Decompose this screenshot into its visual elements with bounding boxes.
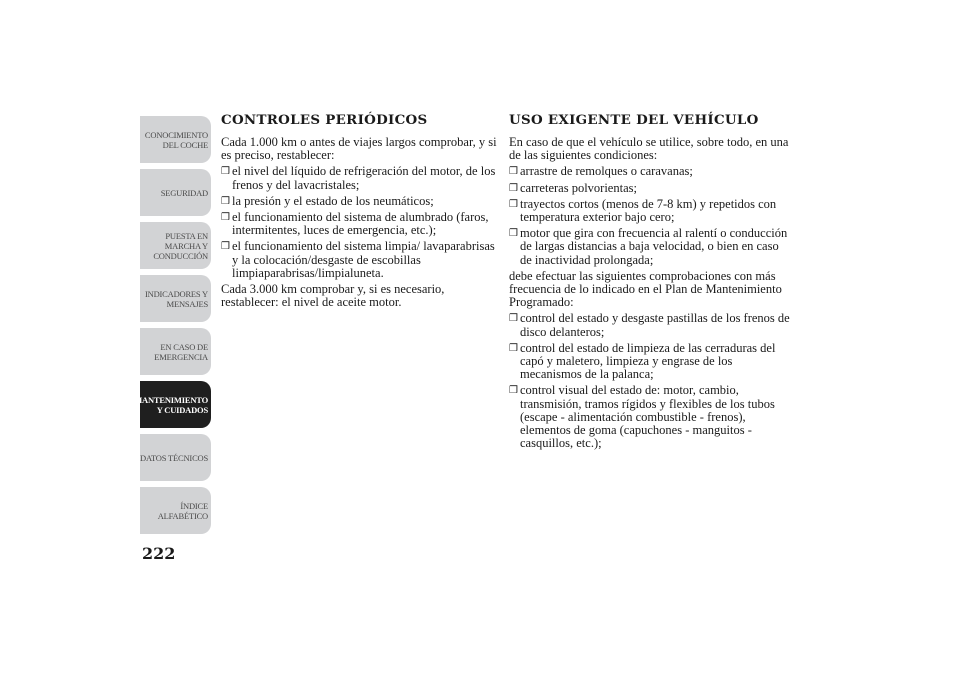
tab-label: ÍNDICE ALFABÉTICO (157, 500, 208, 521)
checkbox-bullet-icon: ❒ (509, 198, 518, 210)
tab-mantenimiento-y-cuidados[interactable] (134, 381, 211, 428)
tab-datos-tecnicos[interactable] (140, 434, 211, 481)
list-item: ❒ control del estado de limpieza de las cerraduras del capó y maletero, limpieza y engrase de los mecanismos de la palanca; (509, 340, 776, 382)
list-item: ❒ control visual del estado de: motor, cambio, transmisión, tramos rígidos y flexibles de los tubos (escape - alimentación combustible - frenos), elementos de goma (capuchones - manguitos - casquillos, etc.); (509, 383, 775, 451)
right-column (509, 112, 791, 450)
list-item: ❒ carreteras polvorientas; (509, 180, 637, 195)
section-tabs (134, 116, 211, 540)
checkbox-bullet-icon: ❒ (509, 342, 518, 354)
tab-label: CONOCIMIENTO DEL COCHE (144, 129, 208, 150)
tab-label: INDICADORES Y MENSAJES (145, 288, 208, 309)
list-item: ❒ motor que gira con frecuencia al ralentí o conducción de largas distancias a baja velocidad, o bien en caso de inactividad prolongada; (509, 226, 788, 267)
intro-text: Cada 1.000 km o antes de viajes largos comprobar, y si es preciso, restablecer: (221, 135, 497, 163)
check-list (221, 165, 501, 280)
checkbox-bullet-icon: ❒ (509, 385, 518, 397)
checkbox-bullet-icon: ❒ (509, 313, 518, 325)
checkbox-bullet-icon: ❒ (221, 241, 230, 253)
checkbox-bullet-icon: ❒ (509, 228, 518, 240)
page-number: 222 (142, 544, 176, 563)
list-item: ❒ control del estado y desgaste pastillas de los frenos de disco delanteros; (509, 311, 790, 339)
list-item: ❒ el funcionamiento del sistema limpia/ lavaparabrisas y la colocación/desgaste de escobillas limpiaparabrisas/limpialuneta. (221, 239, 495, 280)
middle-text: debe efectuar las siguientes comprobaciones con más frecuencia de lo indicado en el Plan de Mantenimiento Programado: (509, 268, 782, 310)
tab-label: MANTENIMIENTO Y CUIDADOS (134, 394, 208, 415)
section-title: USO EXIGENTE DEL VEHÍCULO (509, 112, 759, 128)
tab-seguridad[interactable] (140, 169, 211, 216)
tab-indicadores-y-mensajes[interactable] (140, 275, 211, 322)
tab-indice-alfabetico[interactable] (140, 487, 211, 534)
checkbox-bullet-icon: ❒ (221, 166, 230, 178)
list-item: ❒ el funcionamiento del sistema de alumbrado (faros, intermitentes, luces de emergencia, etc.); (221, 210, 489, 238)
list-item: ❒ trayectos cortos (menos de 7-8 km) y repetidos con temperatura exterior bajo cero; (509, 196, 777, 225)
checkbox-bullet-icon: ❒ (509, 166, 518, 178)
checkbox-bullet-icon: ❒ (509, 182, 518, 194)
checkbox-bullet-icon: ❒ (221, 195, 230, 207)
checks-list (509, 312, 791, 450)
tab-label: PUESTA EN MARCHA Y CONDUCCIÓN (153, 230, 208, 261)
list-item: ❒ la presión y el estado de los neumáticos; (221, 193, 434, 208)
intro-text: En caso de que el vehículo se utilice, sobre todo, en una de las siguientes condiciones: (509, 135, 789, 163)
tab-en-caso-de-emergencia[interactable] (140, 328, 211, 375)
list-item: ❒ el nivel del líquido de refrigeración del motor, de los frenos y del lavacristales; (221, 164, 496, 192)
checkbox-bullet-icon: ❒ (221, 212, 230, 224)
tab-label: EN CASO DE EMERGENCIA (154, 341, 208, 362)
tab-conocimiento-del-coche[interactable] (140, 116, 211, 163)
tab-label: SEGURIDAD (160, 187, 208, 198)
left-column (221, 112, 501, 309)
list-item: ❒ arrastre de remolques o caravanas; (509, 164, 693, 179)
section-title: CONTROLES PERIÓDICOS (221, 112, 428, 128)
conditions-list (509, 165, 791, 266)
tab-puesta-en-marcha[interactable] (140, 222, 211, 269)
outro-text: Cada 3.000 km comprobar y, si es necesario, restablecer: el nivel de aceite motor. (221, 282, 445, 310)
tab-label: DATOS TÉCNICOS (140, 452, 208, 463)
